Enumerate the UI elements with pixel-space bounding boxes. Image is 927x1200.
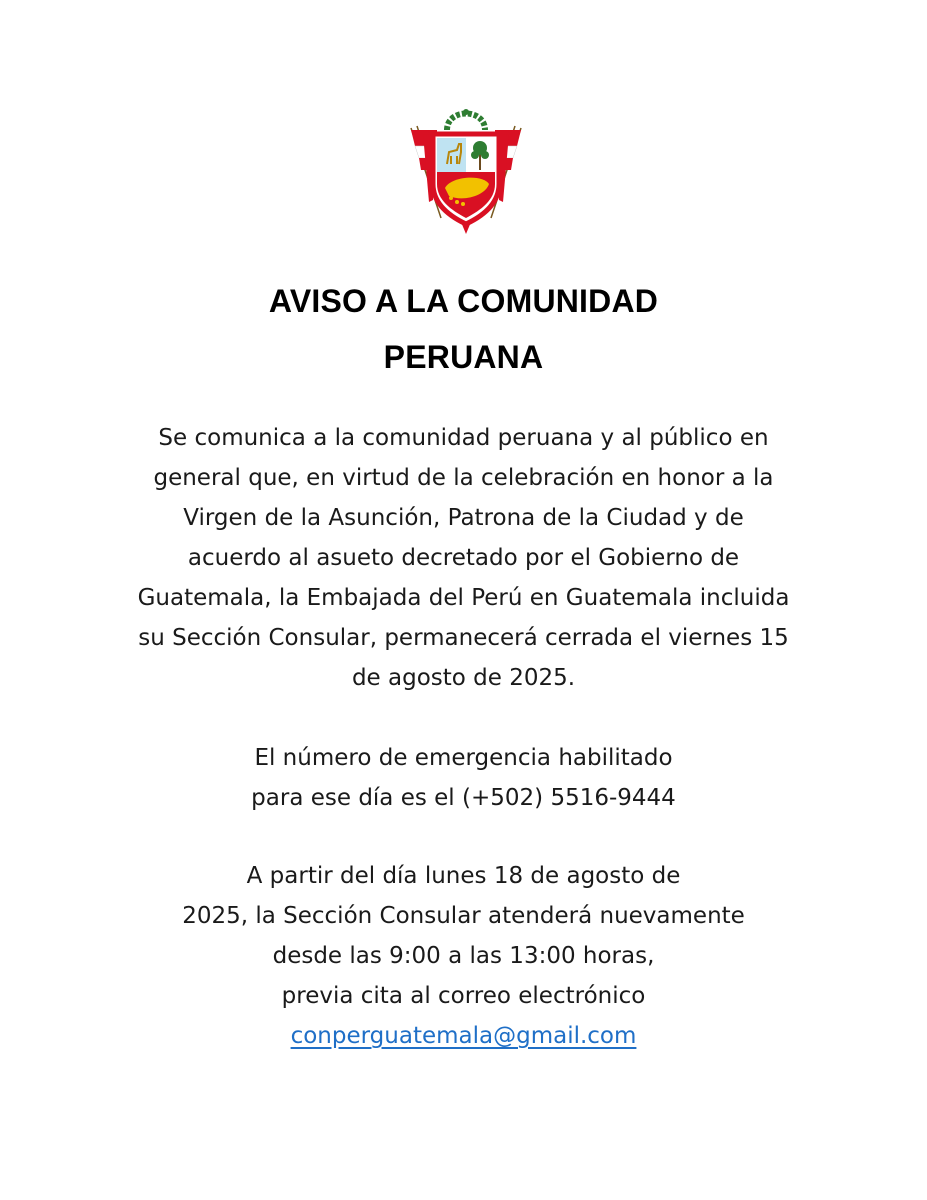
reopening-paragraph [100, 856, 827, 1056]
closure-paragraph [100, 418, 827, 698]
paragraph-line: A partir del día lunes 18 de agosto de [246, 863, 681, 889]
paragraph-line: Se comunica a la comunidad peruana y al público en [158, 425, 769, 451]
emergency-number-paragraph [100, 738, 827, 818]
paragraph-line: acuerdo al asueto decretado por el Gobierno de [187, 545, 740, 571]
notice-title-line-2: PERUANA [383, 339, 544, 375]
paragraph-line: desde las 9:00 a las 13:00 horas, [272, 943, 655, 969]
notice-title-line-1: AVISO A LA COMUNIDAD [268, 283, 659, 319]
paragraph-line: El número de emergencia habilitado [254, 745, 673, 771]
paragraph-line: previa cita al correo electrónico [281, 983, 646, 1009]
peru-coat-of-arms-icon [407, 100, 525, 234]
paragraph-line: 2025, la Sección Consular atenderá nuevamente [182, 903, 745, 929]
email-link[interactable]: conperguatemala@gmail.com [290, 1023, 637, 1049]
email-line [100, 1016, 827, 1056]
paragraph-line: Guatemala, la Embajada del Perú en Guatemala incluida [137, 585, 790, 611]
shield-icon [433, 134, 499, 224]
paragraph-line: de agosto de 2025. [351, 665, 576, 691]
paragraph-line: su Sección Consular, permanecerá cerrada el viernes 15 [138, 625, 789, 651]
wreath-icon [447, 109, 485, 130]
paragraph-line: para ese día es el (+502) 5516-9444 [251, 785, 676, 811]
paragraph-line: general que, en virtud de la celebración en honor a la [153, 465, 774, 491]
paragraph-line: Virgen de la Asunción, Patrona de la Ciudad y de [183, 505, 744, 531]
